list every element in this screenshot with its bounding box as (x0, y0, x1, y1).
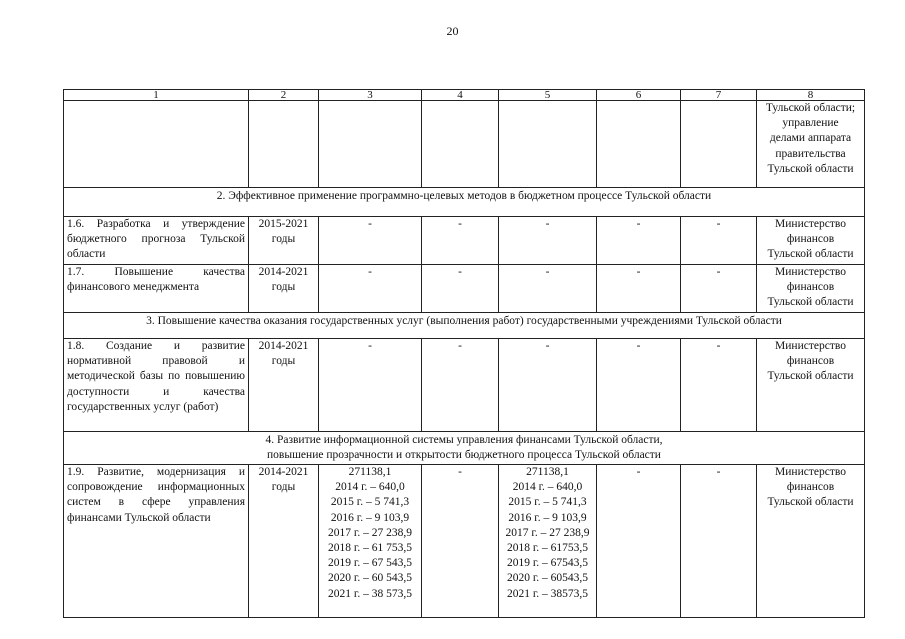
value-cell: - (422, 217, 499, 265)
section-title: 3. Повышение качества оказания государственных услуг (выполнения работ) государственными учреждениями Тульской области (64, 313, 865, 339)
period-cell: 2015-2021 годы (249, 217, 319, 265)
section-heading-3 (64, 313, 865, 339)
table-row (64, 217, 865, 265)
responsible-cell: Министерство финансов Тульской области (757, 217, 865, 265)
value-cell: - (499, 339, 597, 432)
measure-name: 1.9. Развитие, модернизация и сопровождение информационных систем в сфере управления финансами Тульской области (64, 465, 249, 618)
value-cell: - (319, 339, 422, 432)
program-table (63, 89, 865, 618)
section-title: 4. Развитие информационной системы управления финансами Тульской области, повышение прозрачности и открытости бюджетного процесса Тульской области (64, 432, 865, 465)
value-cell: - (422, 339, 499, 432)
column-number-header (64, 90, 865, 101)
value-cell: - (597, 217, 681, 265)
period-cell: 2014-2021 годы (249, 265, 319, 313)
value-cell: - (499, 265, 597, 313)
value-cell: - (681, 265, 757, 313)
value-cell: - (319, 265, 422, 313)
col-number: 7 (681, 90, 757, 101)
measure-name: 1.7. Повышение качества финансового менеджмента (64, 265, 249, 313)
col-number: 2 (249, 90, 319, 101)
section-heading-2 (64, 188, 865, 217)
table-row (64, 465, 865, 618)
responsible-cell: Министерство финансов Тульской области (757, 265, 865, 313)
period-cell: 2014-2021 годы (249, 465, 319, 618)
period-cell: 2014-2021 годы (249, 339, 319, 432)
value-cell: - (499, 217, 597, 265)
value-cell: - (597, 265, 681, 313)
value-cell: - (422, 465, 499, 618)
value-cell: - (597, 465, 681, 618)
col-number: 3 (319, 90, 422, 101)
measure-name: 1.8. Создание и развитие нормативной правовой и методической базы по повышению доступности и качества государственных услуг (работ) (64, 339, 249, 432)
responsible-cell: Министерство финансов Тульской области (757, 339, 865, 432)
col-number: 8 (757, 90, 865, 101)
col-number: 1 (64, 90, 249, 101)
col-number: 4 (422, 90, 499, 101)
page-number: 20 (446, 24, 459, 38)
responsible-cell: Тульской области; управление делами аппарата правительства Тульской области (757, 101, 865, 188)
value-cell: - (681, 465, 757, 618)
responsible-cell: Министерство финансов Тульской области (757, 465, 865, 618)
value-cell: - (422, 265, 499, 313)
funding-regional-cell: 271138,1 2014 г. – 640,0 2015 г. – 5 741,3 2016 г. – 9 103,9 2017 г. – 27 238,9 2018 г. – 61753,5 2019 г. – 67543,5 2020 г. – 60543,5 2021 г. – 38573,5 (499, 465, 597, 618)
table-row-continued (64, 101, 865, 188)
section-title: 2. Эффективное применение программно-целевых методов в бюджетном процессе Тульской области (64, 188, 865, 217)
value-cell: - (597, 339, 681, 432)
section-heading-4 (64, 432, 865, 465)
value-cell: - (681, 217, 757, 265)
funding-total-cell: 271138,1 2014 г. – 640,0 2015 г. – 5 741,3 2016 г. – 9 103,9 2017 г. – 27 238,9 2018 г. – 61 753,5 2019 г. – 67 543,5 2020 г. – 60 543,5 2021 г. – 38 573,5 (319, 465, 422, 618)
table-row (64, 339, 865, 432)
col-number: 6 (597, 90, 681, 101)
measure-name: 1.6. Разработка и утверждение бюджетного прогноза Тульской области (64, 217, 249, 265)
value-cell: - (681, 339, 757, 432)
table-row (64, 265, 865, 313)
value-cell: - (319, 217, 422, 265)
col-number: 5 (499, 90, 597, 101)
